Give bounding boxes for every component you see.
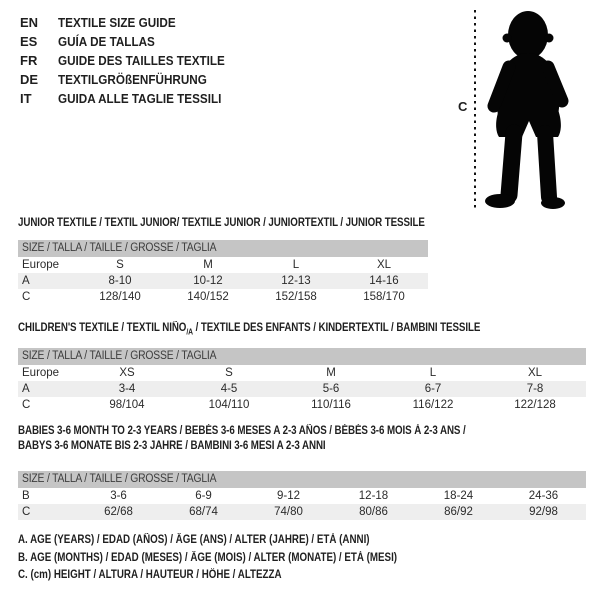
baby-silhouette-icon [450, 3, 600, 213]
table-row [18, 381, 586, 397]
table-cell: 12-18 [358, 490, 389, 502]
size-header-text: SIZE / TALLA / TAILLE / GRÖSSE / TAGLIA [22, 242, 217, 254]
lang-label: GUIDE DES TAILLES TEXTILE [58, 53, 225, 68]
lang-code: ES [20, 34, 38, 49]
table-cell: 3-6 [110, 490, 127, 502]
table-cell: M [326, 367, 336, 379]
table-cell: XL [527, 367, 543, 379]
table-cell: 7-8 [526, 383, 544, 395]
babies-section-title [18, 424, 545, 454]
table-cell: 18-24 [443, 490, 474, 502]
table-cell: 92/98 [529, 506, 558, 518]
children-title-pre: CHILDREN'S TEXTILE / TEXTIL NIÑO [18, 322, 187, 334]
table-row [18, 257, 428, 273]
table-cell: 116/122 [412, 399, 454, 411]
babies-size-table [18, 471, 586, 520]
table-cell: 62/68 [104, 506, 133, 518]
table-row [18, 365, 586, 381]
table-cell: XS [119, 367, 135, 379]
table-cell: 6-9 [195, 490, 212, 502]
table-cell: 128/140 [99, 291, 141, 303]
table-cell: 98/104 [109, 399, 145, 411]
lang-label: GUÍA DE TALLAS [58, 34, 155, 49]
children-title-post: / TEXTILE DES ENFANTS / KINDERTEXTIL / BAMBINI TESSILE [192, 322, 481, 334]
toddler-silhouette-figure [450, 3, 600, 213]
table-cell: C [22, 399, 31, 411]
children-title-sub: /A [186, 327, 193, 337]
table-cell: L [292, 259, 300, 271]
table-cell: C [22, 291, 31, 303]
table-cell: 24-36 [528, 490, 559, 502]
table-cell: Europe [22, 259, 60, 271]
size-header-text: SIZE / TALLA / TAILLE / GRÖSSE / TAGLIA [22, 473, 217, 485]
language-title-block [20, 13, 243, 108]
table-cell: S [116, 259, 124, 271]
table-cell: 6-7 [424, 383, 442, 395]
table-row [18, 397, 586, 413]
table-cell: Europe [22, 367, 60, 379]
lang-row-de [20, 70, 243, 89]
table-cell: 74/80 [274, 506, 303, 518]
table-cell: A [22, 275, 30, 287]
lang-row-en [20, 13, 243, 32]
table-cell: 158/170 [363, 291, 405, 303]
table-cell: 9-12 [276, 490, 301, 502]
table-cell: 80/86 [359, 506, 388, 518]
junior-size-table [18, 240, 428, 305]
table-cell: B [22, 490, 30, 502]
table-row [18, 273, 428, 289]
table-cell: 152/158 [275, 291, 317, 303]
junior-title-text: JUNIOR TEXTILE / TEXTIL JUNIOR/ TEXTILE JUNIOR / JUNIORTEXTIL / JUNIOR TESSILE [18, 217, 425, 229]
table-cell: 3-4 [118, 383, 136, 395]
size-header-band [18, 471, 586, 488]
legend-height: C. (cm) HEIGHT / ALTURA / HAUTEUR / HÖHE / ALTEZZA [18, 569, 282, 581]
size-header-band [18, 240, 428, 257]
lang-row-fr [20, 51, 243, 70]
children-section-title [18, 322, 562, 336]
table-cell: 14-16 [369, 275, 399, 287]
table-cell: 68/74 [189, 506, 218, 518]
table-cell: 5-6 [322, 383, 340, 395]
babies-title-line2: BABYS 3-6 MONATE BIS 2-3 JAHRE / BAMBINI 3-6 MESI A 2-3 ANNI [18, 440, 326, 452]
legend-block [18, 532, 464, 585]
table-cell: 10-12 [193, 275, 223, 287]
legend-age-months: B. AGE (MONTHS) / EDAD (MESES) / ÂGE (MOIS) / ALTER (MONATE) / ETÀ (MESI) [18, 551, 398, 564]
table-cell: 110/116 [311, 399, 351, 411]
table-cell: S [225, 367, 233, 379]
legend-age-years: A. AGE (YEARS) / EDAD (AÑOS) / ÂGE (ANS) / ALTER (JAHRE) / ETÀ (ANNI) [18, 534, 370, 546]
children-size-table [18, 348, 586, 413]
table-row [18, 289, 428, 305]
table-row [18, 488, 586, 504]
table-cell: 86/92 [444, 506, 473, 518]
lang-label: TEXTILE SIZE GUIDE [58, 15, 176, 30]
lang-code: DE [20, 72, 39, 87]
lang-label: GUIDA ALLE TAGLIE TESSILI [58, 91, 222, 106]
table-cell: 8-10 [108, 275, 132, 287]
lang-code: IT [20, 91, 32, 106]
table-cell: A [22, 383, 30, 395]
table-row [18, 504, 586, 520]
size-header-text: SIZE / TALLA / TAILLE / GRÖSSE / TAGLIA [22, 350, 217, 362]
table-cell: XL [376, 259, 392, 271]
table-cell: L [429, 367, 437, 379]
lang-code: EN [20, 15, 39, 30]
table-cell: 4-5 [220, 383, 238, 395]
lang-row-it [20, 89, 243, 108]
children-title-text [18, 322, 480, 336]
height-marker-label: C [458, 99, 468, 114]
table-cell: 140/152 [187, 291, 229, 303]
size-header-band [18, 348, 586, 365]
table-cell: 122/128 [514, 399, 556, 411]
table-cell: 12-13 [281, 275, 311, 287]
lang-code: FR [20, 53, 38, 68]
lang-row-es [20, 32, 243, 51]
table-cell: C [22, 506, 31, 518]
table-cell: M [203, 259, 213, 271]
junior-section-title [18, 217, 497, 229]
lang-label: TEXTILGRÖßENFÜHRUNG [58, 72, 207, 87]
table-cell: 104/110 [208, 399, 250, 411]
babies-title-line1: BABIES 3-6 MONTH TO 2-3 YEARS / BEBÉS 3-6 MESES A 2-3 AÑOS / BÉBÉS 3-6 MOIS À 2-3 ANS / [18, 425, 466, 437]
